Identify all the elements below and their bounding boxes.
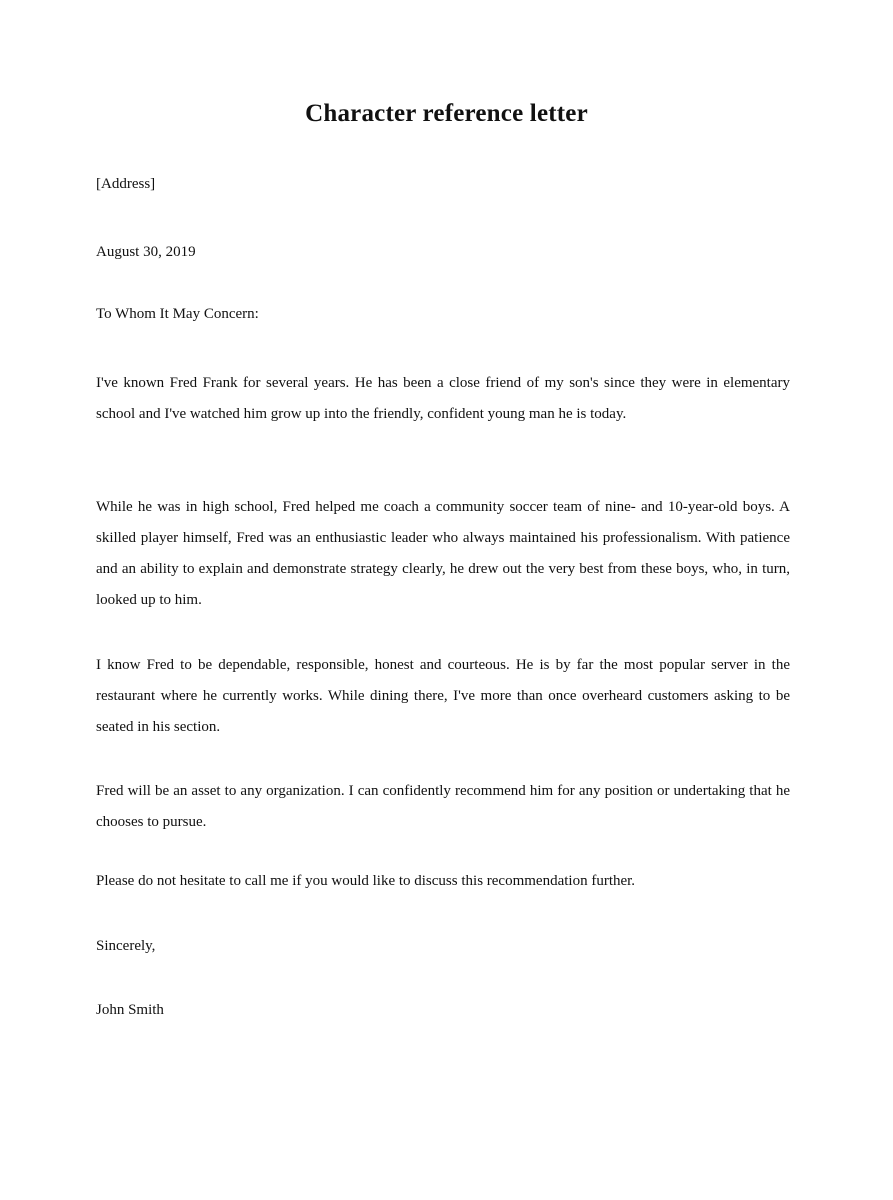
body-paragraph-1: I've known Fred Frank for several years. He has been a close friend of my son's since they were in elementary school and I've watched him grow up into the friendly, confident young man he is today. (96, 375, 790, 422)
body-paragraph-4: Fred will be an asset to any organization. I can confidently recommend him for any position or undertaking that he chooses to pursue. (96, 783, 790, 830)
salutation: To Whom It May Concern: (96, 306, 259, 322)
address-line: [Address] (96, 176, 156, 192)
body-paragraph-3: I know Fred to be dependable, responsible, honest and courteous. He is by far the most popular server in the restaurant where he currently works. While dining there, I've more than once overheard customers asking to be seated in his section. (96, 657, 790, 735)
letter-title: Character reference letter (305, 100, 588, 127)
letter-date: August 30, 2019 (96, 244, 196, 260)
closing: Sincerely, (96, 938, 156, 954)
body-paragraph-2: While he was in high school, Fred helped me coach a community soccer team of nine- and 10-year-old boys. A skilled player himself, Fred was an enthusiastic leader who always maintained his professionalism. With patience and an ability to explain and demonstrate strategy clearly, he drew out the very best from these boys, who, in turn, looked up to him. (96, 499, 790, 608)
body-paragraph-5: Please do not hesitate to call me if you would like to discuss this recommendation further. (96, 873, 636, 889)
signature-name: John Smith (96, 1002, 164, 1018)
